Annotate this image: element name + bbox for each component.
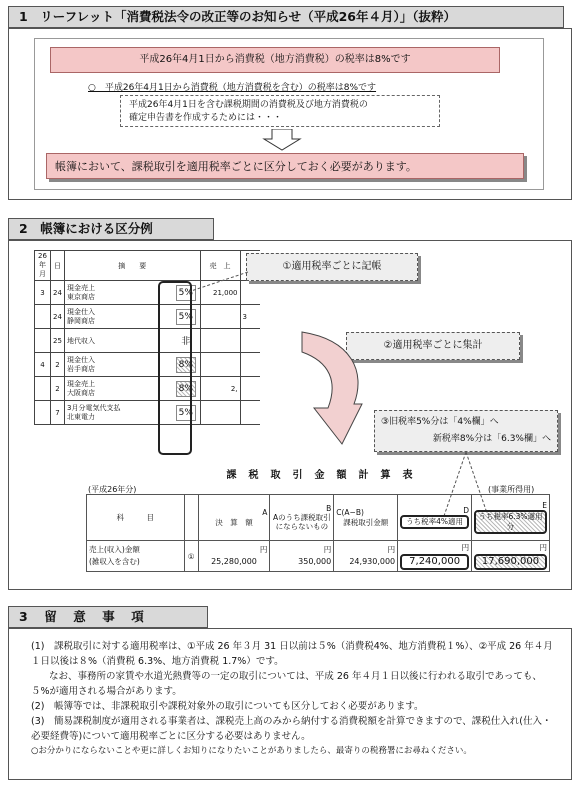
value-a: 25,280,000: [211, 557, 257, 566]
table-row: 3 24 現金売上 東京商店 5% 21,000: [35, 281, 261, 305]
callout-pointer: [186, 270, 250, 294]
value-c: 24,930,000: [349, 557, 396, 566]
result-box: 帳簿において、課税取引を適用税率ごとに区分しておく必要があります。: [46, 153, 524, 179]
calc-item-header: 科 目: [87, 495, 185, 541]
note-item-2: (2) 帳簿等では、非課税取引や課税対象外の取引についても区分しておく必要があります。: [31, 701, 424, 712]
calc-table: [86, 494, 550, 572]
rate-8-badge: 8%: [176, 381, 196, 397]
calc-table-title: 課 税 取 引 金 額 計 算 表: [226, 470, 414, 481]
dashed-note: [120, 95, 440, 127]
note-footer: ○お分かりにならないことや更に詳しくお知りになりたいことがありましたら、最寄りの税務署にお尋ねください。: [31, 746, 472, 756]
dashed-line1: 平成26年4月1日を含む課税期間の消費税及び地方消費税の: [129, 100, 368, 110]
curved-arrow-icon: [262, 322, 382, 452]
ledger-head-sales: 売 上: [200, 251, 240, 281]
section3-frame: [8, 628, 572, 780]
calc-col-b: B Aのうち課税取引にならないもの: [270, 495, 334, 541]
rate-5-badge: 5%: [176, 285, 196, 301]
table-row: 2 現金売上 大阪商店 8% 2,: [35, 377, 261, 401]
note-item-1b: なお、事務所の家賃や水道光熱費等の一定の取引については、平成 26 年４月１日以後に行われる取引であっても、５%が適用される場合があります。: [31, 671, 542, 697]
value-e: 17,690,000: [474, 554, 547, 570]
calc-usage: (事業所得用): [488, 485, 535, 494]
rate-8-badge: 8%: [176, 357, 196, 373]
callout-enter-columns: [374, 410, 558, 452]
calc-col-c: C(A−B) 課税取引金額: [334, 495, 398, 541]
calc-period: (平成26年分): [88, 485, 137, 494]
cut-value: 3: [240, 305, 260, 329]
ledger-head-month: 26年 月: [35, 251, 51, 281]
calc-row-label: 売上(収入)金額 (雑収入を含む): [87, 541, 185, 572]
callout3-line2: 新税率8%分は「6.3%欄」へ: [432, 434, 551, 444]
rate-5-badge: 5%: [176, 309, 196, 325]
value-d: 7,240,000: [400, 554, 469, 570]
table-row: 24 現金仕入 静岡商店 5% 3: [35, 305, 261, 329]
rate-5-badge: 5%: [176, 405, 196, 421]
section1-header: 1 リーフレット「消費税法令の改正等のお知らせ（平成26年４月）」（抜粋）: [8, 6, 564, 28]
table-row: 売上(収入)金額 (雑収入を含む) ① 円 25,280,000 円 350,000 円 24,930,000 円 7,240,000 円 17,690,000: [87, 541, 550, 572]
ledger-head-desc: 摘 要: [65, 251, 201, 281]
section3-header: 3 留 意 事 項: [8, 606, 208, 628]
value-b: 350,000: [298, 557, 332, 566]
calc-row-no: ①: [184, 541, 198, 572]
callout-sum-by-rate: ②適用税率ごとに集計: [346, 332, 520, 360]
note-item-3: (3) 簡易課税制度が適用される事業者は、課税売上高のみから納付する消費税額を計算できますので、課税仕入れ(仕入・必要経費等)について適用税率ごとに区分する必要はありません。: [31, 716, 552, 742]
calc-col-e: E うち税率6.3%適用分: [472, 495, 550, 541]
calc-col-d: D うち税率4%適用: [398, 495, 472, 541]
calc-col-a: A 決 算 額: [198, 495, 270, 541]
note-item-1: (1) 課税取引に対する適用税率は、①平成 26 年３月 31 日以前は５%（消費税4%、地方消費税１%）、②平成 26 年４月１日以後は８%（消費税 6.3%、地方消費税 1.7%）です。: [31, 641, 553, 667]
callout-record-by-rate: ①適用税率ごとに記帳: [246, 253, 418, 281]
sub-point: ○ 平成26年4月1日から消費税（地方消費税を含む）の税率は8%です: [88, 83, 377, 93]
ledger-head-day: 日: [51, 251, 65, 281]
table-row: 25 地代収入 非: [35, 329, 261, 353]
dashed-line2: 確定申告書を作成するためには・・・: [129, 113, 283, 123]
tax-rate-box: 平成26年4月1日から消費税（地方消費税）の税率は8%です: [50, 47, 500, 73]
callout3-line1: ③旧税率5%分は「4%欄」へ: [381, 417, 499, 427]
down-arrow-icon: [262, 129, 302, 151]
section2-header: 2 帳簿における区分例: [8, 218, 214, 240]
table-row: 7 3月分電気代支払 北東電力 5%: [35, 401, 261, 425]
table-row: 4 2 現金仕入 岩手商店 8%: [35, 353, 261, 377]
rate-column-highlight: [158, 281, 192, 455]
non-taxable-mark: 非: [172, 329, 200, 353]
